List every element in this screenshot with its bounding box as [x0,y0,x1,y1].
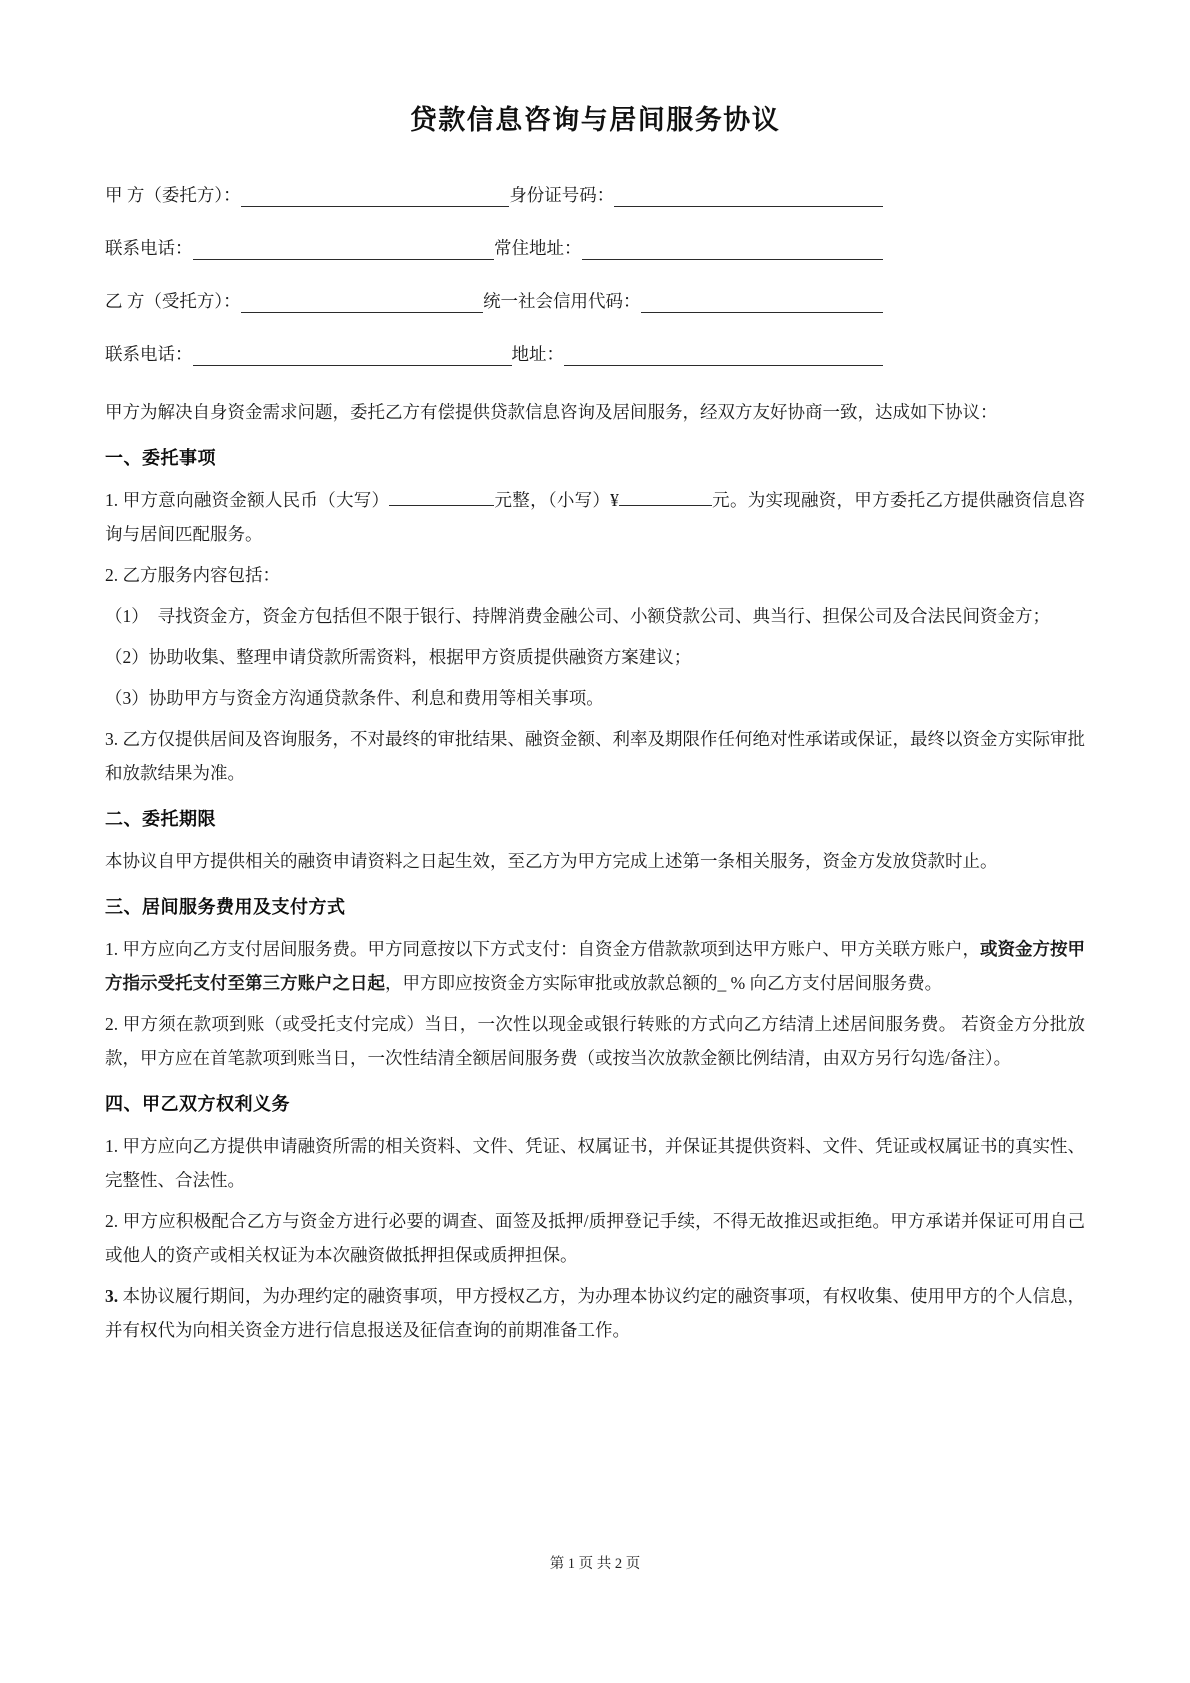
section-1-item-1 [105,483,1085,551]
section-1-item-2-sub-3: （3）协助甲方与资金方沟通贷款条件、利息和费用等相关事项。 [105,688,604,708]
party-b-name-blank [241,308,483,313]
phone-label: 联系电话： [105,344,193,364]
residence-label: 常住地址： [494,238,582,258]
section-2-body: 本协议自甲方提供相关的融资申请资料之日起生效，至乙方为甲方完成上述第一条相关服务，资金方发放贷款时止。 [105,851,998,871]
payment-clause-text: ，甲方即应按资金方实际审批或放款总额的_ % 向乙方支付居间服务费。 [385,973,943,993]
section-2-heading: 二、委托期限 [105,809,216,830]
party-a-name-blank [241,202,510,207]
amount-numeric-blank [619,491,712,506]
payment-clause-bold-text: 或资金方按甲方指示受托支付至第三方账户之日起 [105,939,1085,993]
section-4-heading: 四、甲乙双方权利义务 [105,1094,290,1115]
credit-code-label: 统一社会信用代码： [483,291,641,311]
section-4-item-1: 1. 甲方应向乙方提供申请融资所需的相关资料、文件、凭证、权属证书，并保证其提供资料、文件、凭证或权属证书的真实性、完整性、合法性。 [105,1136,1085,1190]
section-1-item-2: 2. 乙方服务内容包括： [105,565,280,585]
party-a-address-blank [582,255,884,260]
party-b-row [105,289,883,313]
section-4-item-2: 2. 甲方应积极配合乙方与资金方进行必要的调查、面签及抵押/质押登记手续，不得无故推迟或拒绝。甲方承诺并保证可用自己或他人的资产或相关权证为本次融资做抵押担保或质押担保。 [105,1211,1085,1265]
authorization-clause-text: 本协议履行期间，为办理约定的融资事项，甲方授权乙方，为办理本协议约定的融资事项，有权收集、使用甲方的个人信息，并有权代为向相关资金方进行信息报送及征信查询的前期准备工作。 [105,1286,1085,1340]
payment-clause-text: 1. 甲方应向乙方支付居间服务费。甲方同意按以下方式支付：自资金方借款款项到达甲方账户、甲方关联方账户， [105,939,980,959]
party-info-section [105,183,1085,366]
section-1-item-3: 3. 乙方仅提供居间及咨询服务，不对最终的审批结果、融资金额、利率及期限作任何绝对性承诺或保证，最终以资金方实际审批和放款结果为准。 [105,729,1085,783]
address-label: 地址： [511,344,564,364]
id-number-label: 身份证号码： [509,185,615,205]
amount-clause-text: 元整，（小写）¥ [494,490,619,510]
amount-clause-text: 1. 甲方意向融资金额人民币（大写） [105,490,390,510]
credit-code-blank [641,308,883,313]
id-number-blank [614,202,883,207]
party-a-label: 甲 方（委托方）： [105,185,241,205]
party-b-phone-blank [193,361,512,366]
party-a-contact-row [105,236,883,260]
party-b-label: 乙 方（受托方）： [105,291,241,311]
item-number-bold: 3. [105,1286,119,1306]
section-1-heading: 一、委托事项 [105,448,216,469]
page-number: 第 1 页 共 2 页 [549,1556,641,1572]
intro-paragraph: 甲方为解决自身资金需求问题，委托乙方有偿提供贷款信息咨询及居间服务，经双方友好协商一致，达成如下协议： [105,402,998,422]
party-b-contact-row [105,342,883,366]
party-a-phone-blank [193,255,495,260]
document-title: 贷款信息咨询与居间服务协议 [409,105,781,135]
section-1-item-2-sub-2: （2）协助收集、整理申请贷款所需资料，根据甲方资质提供融资方案建议； [105,647,692,667]
section-3-item-2: 2. 甲方须在款项到账（或受托支付完成）当日，一次性以现金或银行转账的方式向乙方结清上述居间服务费。 若资金方分批放款，甲方应在首笔款项到账当日，一次性结清全额居间服务费（或按当次放款金额比例结清，由双方另行勾选/备注）。 [105,1014,1085,1068]
section-1-item-2-sub-1: （1） 寻找资金方，资金方包括但不限于银行、持牌消费金融公司、小额贷款公司、典当行、担保公司及合法民间资金方； [105,606,1050,626]
section-3-heading: 三、居间服务费用及支付方式 [105,897,346,918]
section-4-item-3 [105,1279,1085,1347]
party-a-row [105,183,883,207]
party-b-address-blank [564,361,883,366]
amount-in-words-blank [389,491,494,506]
amount-clause-text: 元。为实现融资，甲方委托乙方提供融资信息咨询与居间匹配服务。 [105,490,1086,544]
phone-label: 联系电话： [105,238,193,258]
section-3-item-1 [105,932,1085,1000]
